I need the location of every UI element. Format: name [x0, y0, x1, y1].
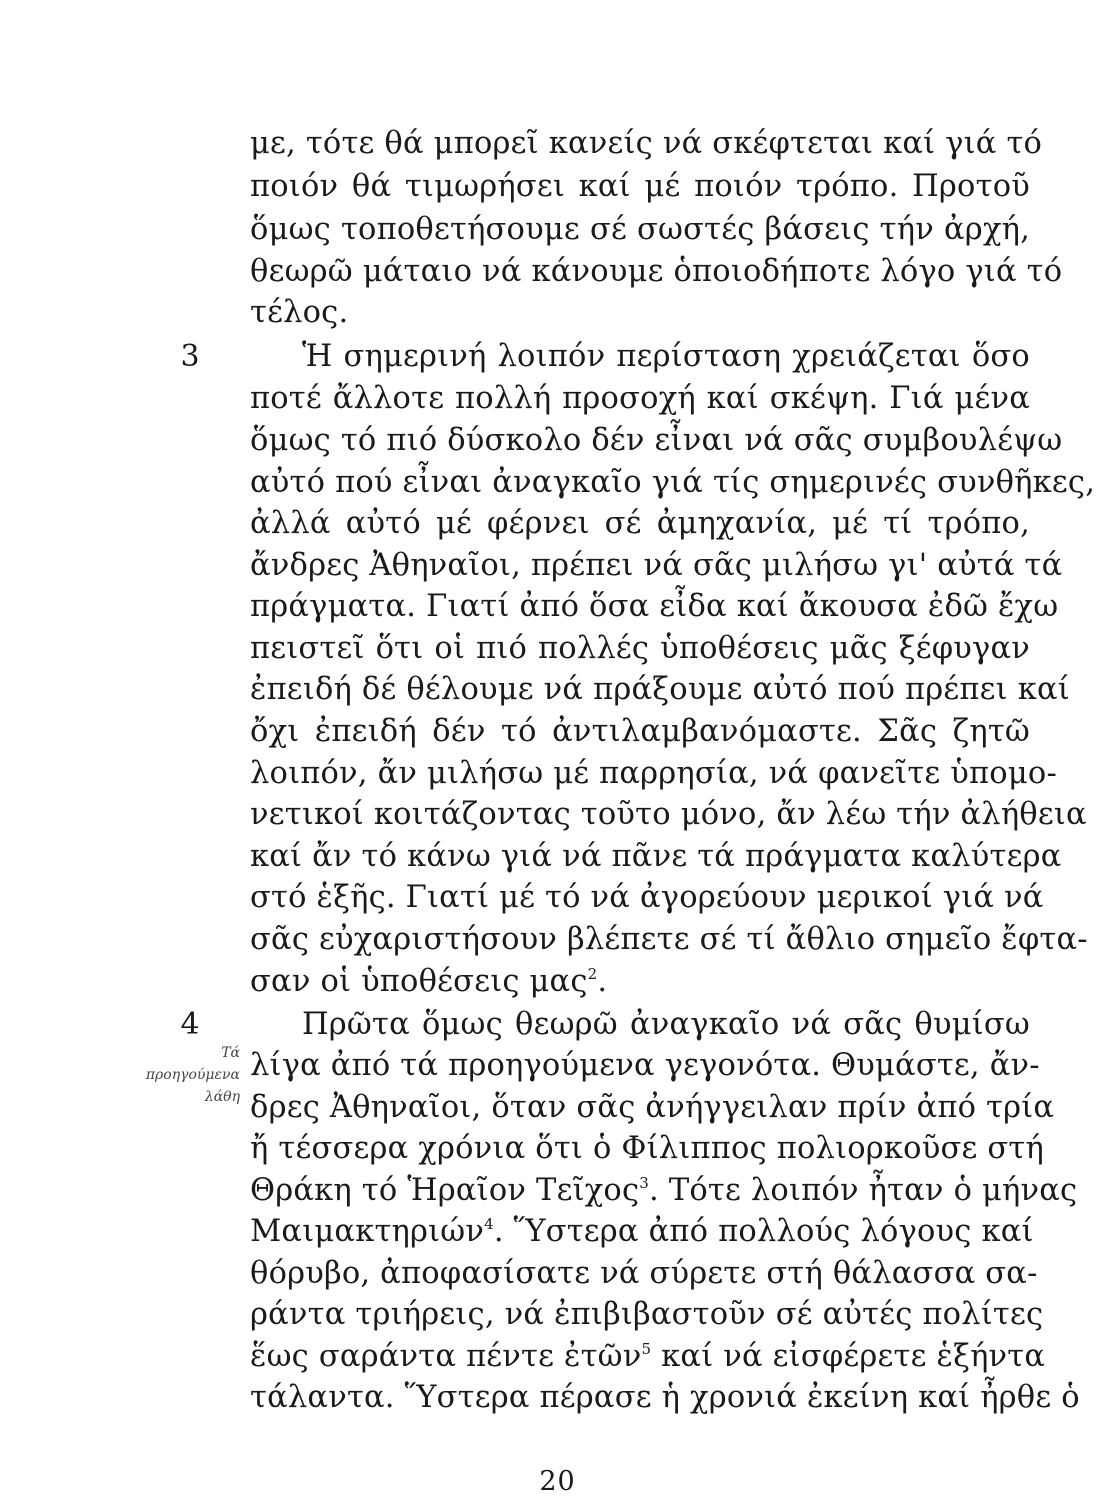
footnote-ref: 5: [641, 1340, 652, 1358]
text-line: ὄχι ἐπειδή δέν τό ἀντιλαμβανόμαστε. Σᾶς ζητῶ: [250, 714, 1030, 749]
footnote-ref: 2: [587, 965, 598, 983]
text-line: στό ἑξῆς. Γιατί μέ τό νά ἀγορεύουν μερικοί γιά νά: [250, 880, 1044, 915]
text-line: ἐπειδή δέ θέλουμε νά πράξουμε αὐτό πού πρέπει καί: [250, 672, 1070, 707]
text-segment: Μαιμακτηριών: [250, 1214, 485, 1249]
text-line: νετικοί κοιτάζοντας τοῦτο μόνο, ἄν λέω τήν ἀλήθεια: [250, 797, 1087, 832]
margin-note-line: λάθη: [204, 1089, 240, 1105]
text-line: καί ἄν τό κάνω γιά νά πᾶνε τά πράγματα καλύτερα: [250, 839, 1062, 874]
text-line: πειστεῖ ὅτι οἱ πιό πολλές ὑποθέσεις μᾶς ξέφυγαν: [250, 631, 1030, 666]
text-line: ἀλλά αὐτό μέ φέρνει σέ ἀμηχανία, μέ τί τρόπο,: [250, 506, 1030, 541]
footnote-ref: 4: [484, 1215, 494, 1233]
text-segment: ἕως σαράντα πέντε ἐτῶν: [250, 1339, 642, 1374]
page-number: 20: [539, 1466, 576, 1497]
text-line: [250, 1337, 1046, 1377]
text-line: ποτέ ἄλλοτε πολλή προσοχή καί σκέψη. Γιά μένα: [250, 381, 1030, 416]
footnote-ref: 3: [639, 1174, 650, 1192]
paragraph-number: 3: [180, 339, 200, 374]
text-line: ὅμως τό πιό δύσκολο δέν εἶναι νά σᾶς συμβουλέψω: [250, 423, 1063, 458]
margin-note-line: προηγούμενα: [145, 1067, 240, 1083]
margin-note: [70, 1042, 240, 1108]
text-segment: . Τότε λοιπόν ἦταν ὁ μήνας: [649, 1173, 1078, 1208]
text-line: ὅμως τοποθετήσουμε σέ σωστές βάσεις τήν ἀρχή,: [250, 212, 1030, 247]
text-line: ἄνδρες Ἀθηναῖοι, πρέπει νά σᾶς μιλήσω γι' αὐτά τά: [250, 548, 1063, 583]
text-line: [250, 1212, 1034, 1252]
text-line: θεωρῶ μάταιο νά κάνουμε ὁποιοδήποτε λόγο γιά τό: [250, 254, 1063, 289]
text-segment: Θράκη τό Ἡραῖον Τεῖχος: [250, 1173, 640, 1208]
text-line: θόρυβο, ἀποφασίσατε νά σύρετε στή θάλασσα σα-: [250, 1256, 1038, 1291]
paragraph-number: 4: [180, 1007, 200, 1042]
text-line: αὐτό πού εἶναι ἀναγκαῖο γιά τίς σημερινές συνθῆκες,: [250, 465, 1096, 500]
text-segment: καί νά εἰσφέρετε ἑξήντα: [651, 1339, 1046, 1374]
text-line: ποιόν θά τιμωρήσει καί μέ ποιόν τρόπο. Προτοῦ: [250, 169, 1030, 204]
text-line: με, τότε θά μπορεῖ κανείς νά σκέφτεται καί γιά τό: [250, 126, 1043, 161]
margin-note-line: Τά: [221, 1045, 240, 1061]
text-line: τέλος.: [250, 295, 349, 330]
text-line: ράντα τριήρεις, νά ἐπιβιβαστοῦν σέ αὐτές πολίτες: [250, 1297, 1044, 1332]
text-line: λοιπόν, ἄν μιλήσω μέ παρρησία, νά φανεῖτε ὑπομο-: [250, 756, 1057, 791]
text-line: Ἡ σημερινή λοιπόν περίσταση χρειάζεται ὅσο: [302, 339, 1030, 374]
text-segment: σαν οἱ ὑποθέσεις μας: [250, 964, 588, 999]
text-line: ἤ τέσσερα χρόνια ὅτι ὁ Φίλιππος πολιορκοῦσε στή: [250, 1131, 1044, 1166]
text-line: [250, 1171, 1078, 1211]
text-line: λίγα ἀπό τά προηγούμενα γεγονότα. Θυμάστε, ἄν-: [250, 1048, 1040, 1083]
text-line: σᾶς εὐχαριστήσουν βλέπετε σέ τί ἄθλιο σημεῖο ἔφτα-: [250, 922, 1088, 957]
text-segment: . Ὕστερα ἀπό πολλούς λόγους καί: [493, 1214, 1034, 1249]
text-line: τάλαντα. Ὕστερα πέρασε ἡ χρονιά ἐκείνη καί ἦρθε ὁ: [250, 1380, 1080, 1415]
text-line: δρες Ἀθηναῖοι, ὅταν σᾶς ἀνήγγειλαν πρίν ἀπό τρία: [250, 1090, 1055, 1125]
text-line: σαν οἱ ὑποθέσεις μας$^2$.: [250, 964, 608, 999]
text-line: πράγματα. Γιατί ἀπό ὅσα εἶδα καί ἄκουσα ἐδῶ ἔχω: [250, 589, 1059, 624]
text-line: Πρῶτα ὅμως θεωρῶ ἀναγκαῖο νά σᾶς θυμίσω: [302, 1007, 1030, 1042]
